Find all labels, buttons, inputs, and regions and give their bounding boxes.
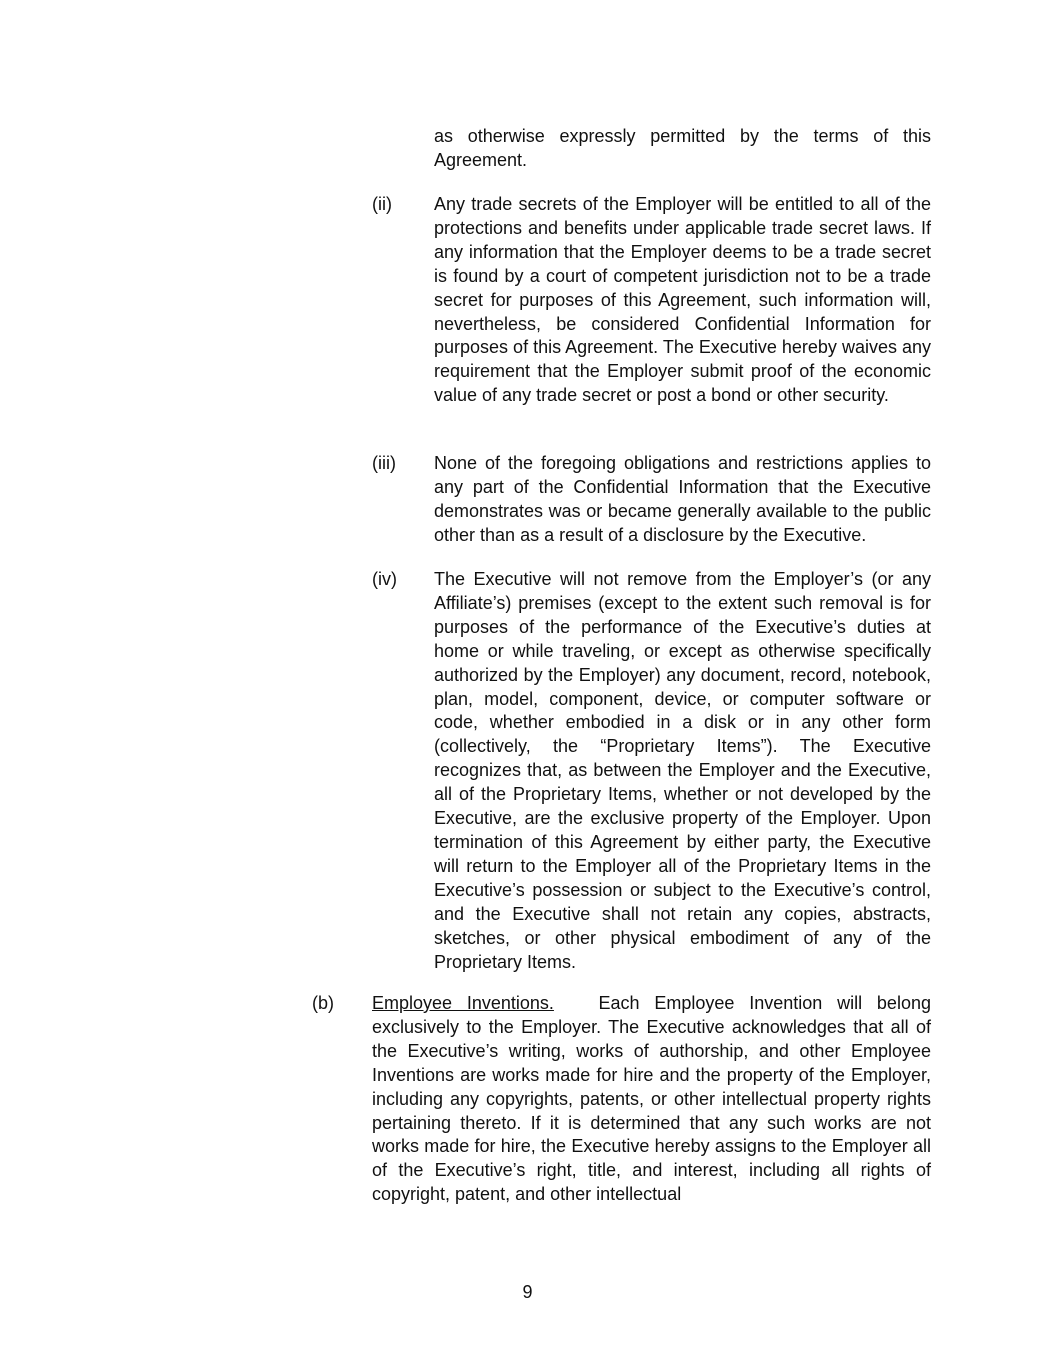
- section-b-text: Each Employee Invention will belong exclusively to the Employer. The Executive acknowledges that all of the Executive’s writing, works of authorship, and other Employee Inventions are works made for hire and the property of the Employer, including any copyrights, patents, or other intellectual property rights pertaining thereto. If it is determined that any such works are not works made for hire, the Executive hereby assigns to the Employer all of the Executive’s right, title, and interest, including all rights of copyright, patent, and other intellectual: [372, 993, 931, 1205]
- item-iii-paragraph: None of the foregoing obligations and restrictions applies to any part of the Confidential Information that the Executive demonstrates was or became generally available to the public other than as a result of a disclosure by the Executive.: [434, 453, 931, 545]
- continuation-paragraph: as otherwise expressly permitted by the terms of this Agreement.: [434, 126, 931, 170]
- section-b-heading: Employee Inventions.: [372, 993, 554, 1013]
- section-b-label: (b): [312, 993, 334, 1013]
- item-iv-paragraph: The Executive will not remove from the Employer’s (or any Affiliate’s) premises (except to the extent such removal is for purposes of the performance of the Executive’s duties at home or while traveling, or except as otherwise specifically authorized by the Employer) any document, record, notebook, plan, model, component, device, or computer software or code, whether embodied in a disk or in any other form (collectively, the “Proprietary Items”). The Executive recognizes that, as between the Employer and the Executive, all of the Proprietary Items, whether or not developed by the Executive, are the exclusive property of the Employer. Upon termination of this Agreement by either party, the Executive will return to the Employer all of the Proprietary Items in the Executive’s possession or subject to the Executive’s control, and the Executive shall not retain any copies, abstracts, sketches, or other physical embodiment of any of the Proprietary Items.: [434, 569, 931, 972]
- page-number: 9: [522, 1282, 533, 1302]
- item-ii-label: (ii): [372, 194, 392, 214]
- item-iii-label: (iii): [372, 453, 396, 473]
- section-b-paragraph: [372, 992, 931, 1207]
- item-iv-label: (iv): [372, 569, 397, 589]
- item-ii-paragraph: Any trade secrets of the Employer will be entitled to all of the protections and benefits under applicable trade secret laws. If any information that the Employer deems to be a trade secret is found by a court of competent jurisdiction not to be a trade secret for purposes of this Agreement, such information will, nevertheless, be considered Confidential Information for purposes of this Agreement. The Executive hereby waives any requirement that the Employer submit proof of the economic value of any trade secret or post a bond or other security.: [434, 194, 931, 406]
